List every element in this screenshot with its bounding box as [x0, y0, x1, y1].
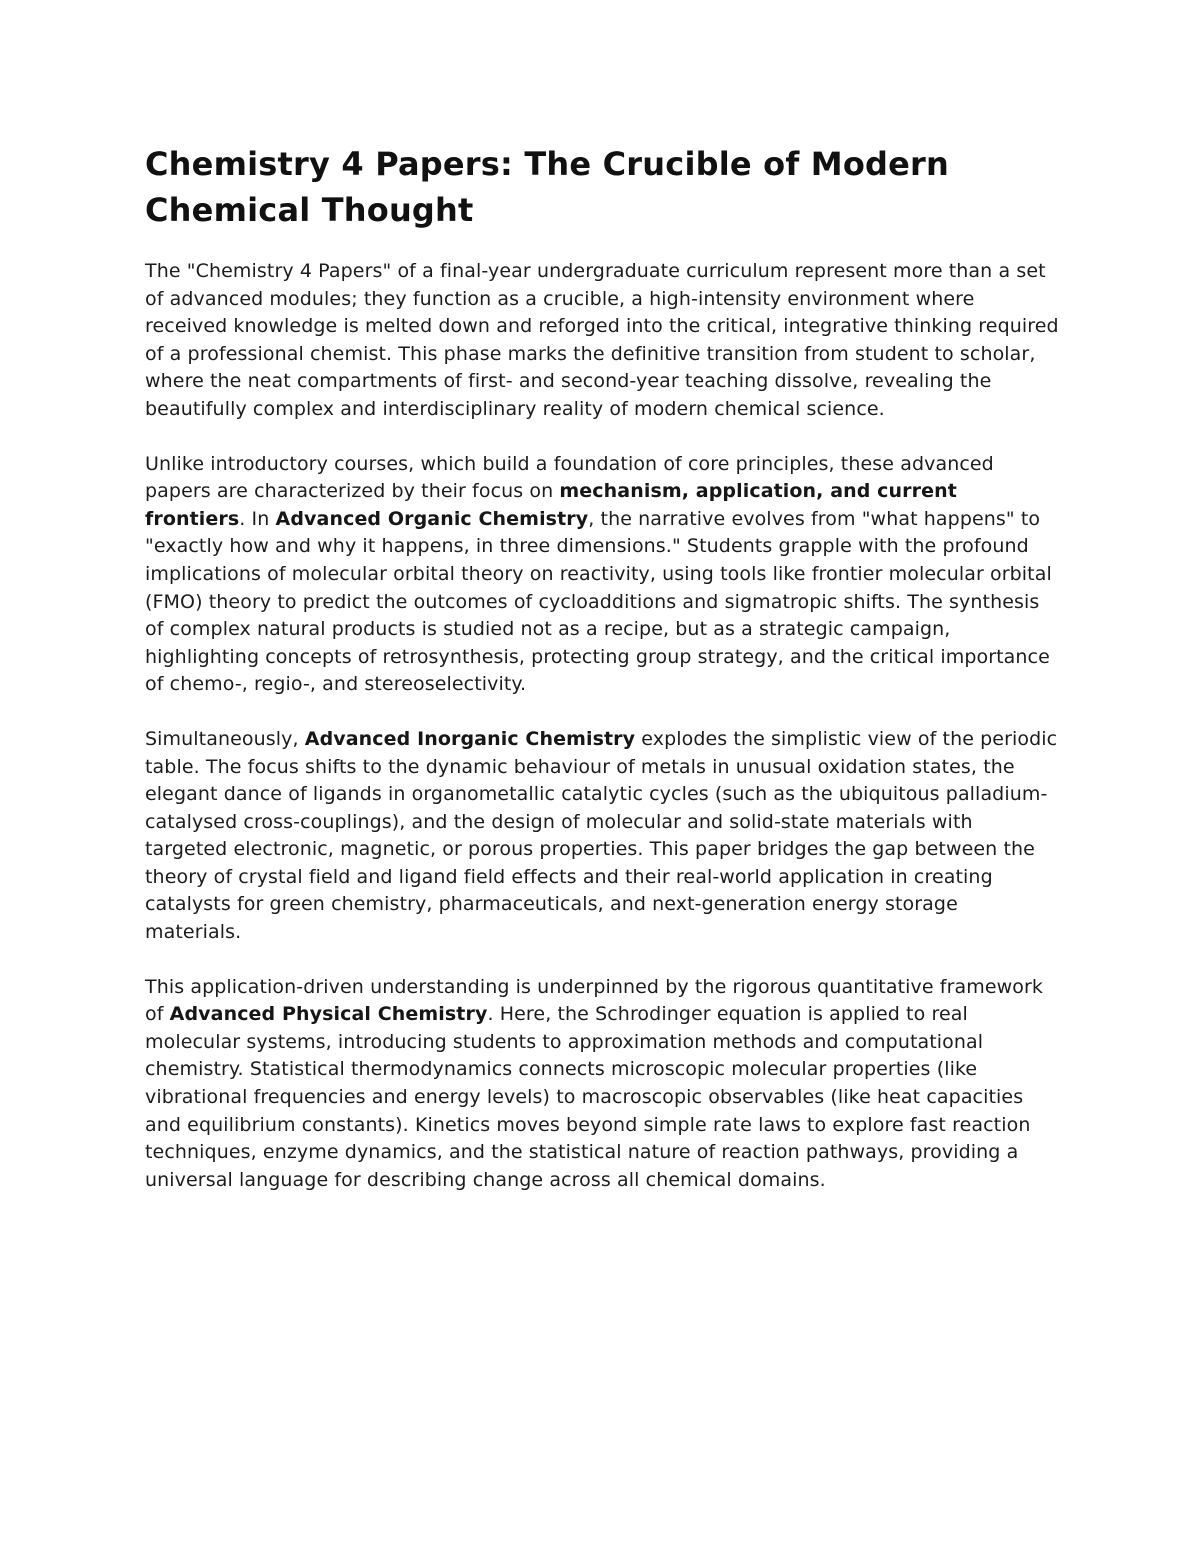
bold-text-run: mechanism, application, and current frontiers [145, 480, 957, 530]
document-title: Chemistry 4 Papers: The Crucible of Modern Chemical Thought [145, 145, 949, 229]
text-run: Simultaneously, [145, 727, 305, 750]
text-run: The "Chemistry 4 Papers" of a final-year undergraduate curriculum represent more than a set of advanced modules; they function as a crucible, a high-intensity environment where received knowledge is melted down and reforged into the critical, integrative thinking required of a professional chemist. This phase marks the definitive transition from student to scholar, where the neat compartments of first- and second-year teaching dissolve, revealing the beautifully complex and interdisciplinary reality of modern chemical science. [145, 260, 1059, 420]
bold-text-run: Advanced Inorganic Chemistry [304, 727, 636, 750]
bold-text-run: Advanced Physical Chemistry [169, 1003, 488, 1026]
bold-text-run: Advanced Organic Chemistry [275, 507, 589, 530]
paragraph-intro [145, 258, 1060, 424]
paragraph-inorganic-chemistry [145, 726, 1060, 947]
document-content [145, 141, 1060, 1194]
text-run: This application-driven understanding is underpinned by the rigorous quantitative framework of [145, 975, 1043, 1026]
paragraph-physical-chemistry [145, 974, 1060, 1195]
text-run: , the narrative evolves from "what happens" to "exactly how and why it happens, in three dimensions." Students grapple with the profound implications of molecular orbital theory on reactivity, using tools like frontier molecular orbital (FMO) theory to predict the outcomes of cycloadditions and sigmatropic shifts. The synthesis of complex natural products is studied not as a recipe, but as a strategic campaign, highlighting concepts of retrosynthesis, protecting group strategy, and the critical importance of chemo-, regio-, and stereoselectivity. [145, 507, 1052, 696]
text-run: . In [239, 507, 276, 530]
text-run: Unlike introductory courses, which build a foundation of core principles, these advanced papers are characterized by their focus on [145, 452, 994, 503]
paragraph-organic-chemistry [145, 451, 1060, 699]
text-run: explodes the simplistic view of the periodic table. The focus shifts to the dynamic behaviour of metals in unusual oxidation states, the elegant dance of ligands in organometallic catalytic cycles (such as the ubiquitous palladium-catalysed cross-couplings), and the design of molecular and solid-state materials with targeted electronic, magnetic, or porous properties. This paper bridges the gap between the theory of crystal field and ligand field effects and their real-world application in creating catalysts for green chemistry, pharmaceuticals, and next-generation energy storage materials. [145, 727, 1058, 944]
text-run: . Here, the Schrodinger equation is applied to real molecular systems, introducing students to approximation methods and computational chemistry. Statistical thermodynamics connects microscopic molecular properties (like vibrational frequencies and energy levels) to macroscopic observables (like heat capacities and equilibrium constants). Kinetics moves beyond simple rate laws to explore fast reaction techniques, enzyme dynamics, and the statistical nature of reaction pathways, providing a universal language for describing change across all chemical domains. [145, 1003, 1031, 1191]
